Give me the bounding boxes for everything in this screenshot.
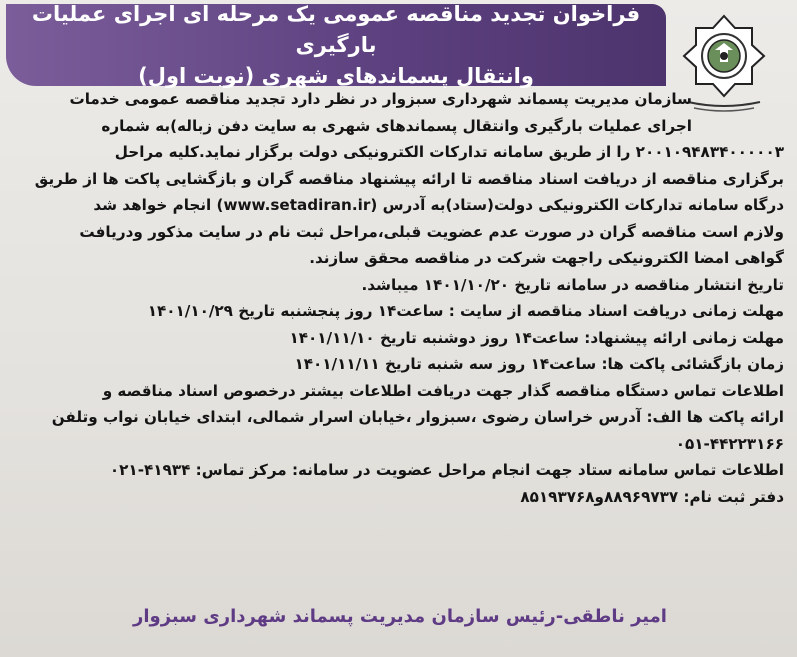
intro-line-7: گواهی امضا الکترونیکی راجهت شرکت در مناقصه محقق سازند. (309, 249, 784, 267)
notice-body (14, 86, 784, 510)
setad-contact: اطلاعات تماس سامانه ستاد جهت انجام مراحل عضویت در سامانه: مرکز تماس: ۴۱۹۳۴-۰۲۱ (109, 461, 784, 479)
intro-line-2: اجرای عملیات بارگیری وانتقال پسماندهای شهری به سایت دفن زباله)به شماره (101, 116, 692, 135)
intro-line-1: سازمان مدیریت پسماند شهرداری سبزوار در نظر دارد تجدید مناقصه عمومی خدمات (69, 90, 692, 108)
intro-line-4: برگزاری مناقصه از دریافت اسناد مناقصه تا ارائه پیشنهاد مناقصه گران و بازگشایی پاکت ها از طریق (34, 169, 784, 188)
notice-header (6, 1, 666, 88)
intro-line-6: ولازم است مناقصه گران در صورت عدم عضویت قبلی،مراحل ثبت نام در سایت مذکور ودریافت (79, 222, 784, 241)
signature: امیر ناطقی-رئیس سازمان مدیریت پسماند شهرداری سبزوار (133, 606, 667, 627)
deadline-docs: مهلت زمانی دریافت اسناد مناقصه از سایت : ساعت۱۴ روز پنجشنبه تاریخ ۱۴۰۱/۱۰/۲۹ (147, 302, 784, 320)
contact-phone: ۰۵۱-۴۴۲۲۳۱۶۶ (675, 434, 784, 453)
intro-line-3: ۲۰۰۱۰۹۴۸۳۴۰۰۰۰۰۳ را از طریق سامانه تدارکات الکترونیکی دولت برگزار نماید.کلیه مراحل (114, 143, 784, 161)
deadline-offer: مهلت زمانی ارائه پیشنهاد: ساعت۱۴ روز دوشنبه تاریخ ۱۴۰۱/۱۱/۱۰ (289, 328, 784, 347)
contact-line-2: ارائه پاکت ها الف: آدرس خراسان رضوی ،سبزوار ،خیابان اسرار شمالی، ابتدای خیابان نواب وتلفن (51, 408, 784, 426)
notice-title-line2: وانتقال پسماندهای شهری (نوبت اول) (138, 63, 534, 88)
publish-date: تاریخ انتشار مناقصه در سامانه تاریخ ۱۴۰۱/۱۰/۲۰ میباشد. (361, 275, 784, 294)
opening-time: زمان بازگشائی پاکت ها: ساعت۱۴ روز سه شنبه تاریخ ۱۴۰۱/۱۱/۱۱ (294, 355, 784, 373)
contact-line-1: اطلاعات تماس دستگاه مناقصه گذار جهت دریافت اطلاعات بیشتر درخصوص اسناد مناقصه و (102, 381, 784, 400)
registry-office: دفتر ثبت نام: ۸۸۹۶۹۷۳۷و۸۵۱۹۳۷۶۸ (520, 487, 784, 506)
intro-line-5: درگاه سامانه تدارکات الکترونیکی دولت(ستاد)به آدرس (www.setadiran.ir) انجام خواهد شد (93, 196, 784, 214)
notice-title-line1: فراخوان تجدید مناقصه عمومی یک مرحله ای اجرای عملیات بارگیری (31, 1, 641, 57)
